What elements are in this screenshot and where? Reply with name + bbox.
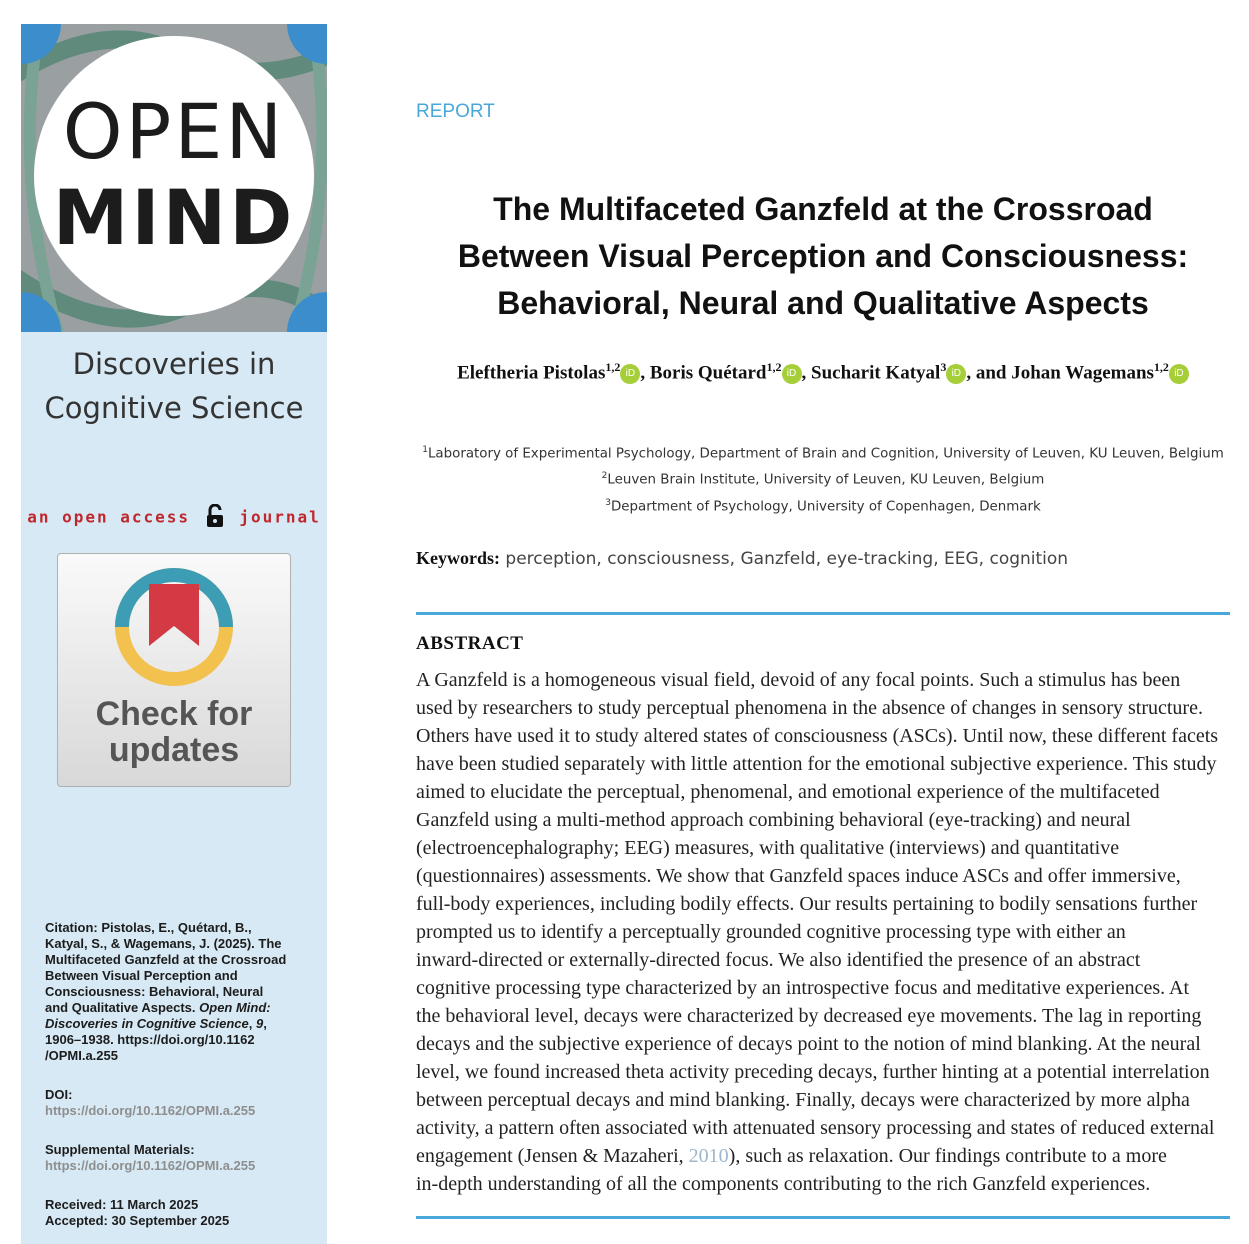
orcid-icon[interactable]: iD bbox=[782, 364, 802, 384]
author-affiliation-number: 1,2 bbox=[1153, 360, 1169, 374]
abstract-body bbox=[416, 666, 1232, 1198]
orcid-icon[interactable]: iD bbox=[620, 364, 640, 384]
affiliation-text: Laboratory of Experimental Psychology, Department of Brain and Cognition, University of Leuven, KU Leuven, Belgium bbox=[427, 446, 1224, 462]
article-title-line: Between Visual Perception and Consciousness: bbox=[457, 238, 1189, 274]
abstract-line: (questionnaires) assessments. We show that Ganzfeld spaces induce ASCs and offer immersive, bbox=[416, 865, 1181, 887]
citation-line: Between Visual Perception and bbox=[45, 968, 238, 983]
abstract-text: ), such as relaxation. Our findings contribute to a more bbox=[728, 1145, 1167, 1167]
divider-bottom bbox=[416, 1216, 1230, 1219]
affiliation-text: Leuven Brain Institute, University of Leuven, KU Leuven, Belgium bbox=[607, 472, 1045, 488]
abstract-line: level, we found increased theta activity preceding decays, further hinting at a potential interrelation bbox=[416, 1061, 1210, 1083]
article-title-line: The Multifaceted Ganzfeld at the Crossroad bbox=[493, 191, 1153, 227]
journal-text: journal bbox=[239, 507, 321, 527]
abstract-line: inward-directed or externally-directed focus. We also identified the presence of an abstract bbox=[416, 949, 1141, 971]
abstract-text: engagement (Jensen & Mazaheri, bbox=[416, 1145, 689, 1167]
abstract-line: used by researchers to study perceptual phenomena in the absence of changes in sensory structure. bbox=[416, 697, 1203, 719]
check-for-updates-line1: Check for bbox=[95, 695, 253, 733]
abstract-line: A Ganzfeld is a homogeneous visual field, devoid of any focal points. Such a stimulus has been bbox=[416, 669, 1181, 691]
divider-top bbox=[416, 612, 1230, 615]
open-access-line bbox=[21, 504, 327, 532]
abstract-line: the behavioral level, decays were characterized by decreased eye movements. The lag in reporting bbox=[416, 1005, 1202, 1027]
article-title bbox=[416, 186, 1230, 327]
author-affiliation-number: 1,2 bbox=[605, 360, 621, 374]
author-name: Johan Wagemans bbox=[1011, 362, 1154, 384]
keywords-text: perception, consciousness, Ganzfeld, eye-tracking, EEG, cognition bbox=[505, 549, 1069, 569]
open-lock-icon bbox=[206, 504, 224, 532]
check-for-updates-line2: updates bbox=[108, 731, 240, 769]
citation-text: , bbox=[263, 1016, 267, 1031]
author-list bbox=[416, 360, 1230, 384]
logo-word-mind: MIND bbox=[52, 173, 296, 262]
author-affiliation-number: 3 bbox=[940, 360, 947, 374]
keywords-label: Keywords: bbox=[416, 548, 500, 568]
citation-line bbox=[45, 1016, 315, 1032]
journal-subtitle-line2: Cognitive Science bbox=[44, 391, 304, 425]
section-label: REPORT bbox=[416, 101, 495, 122]
check-for-updates-button[interactable] bbox=[57, 553, 291, 787]
citation-line: /OPMI.a.255 bbox=[45, 1048, 118, 1063]
affiliation-line bbox=[416, 465, 1230, 491]
orcid-icon[interactable]: iD bbox=[946, 364, 966, 384]
abstract-line: decays and the subjective experience of decays point to the notion of mind blanking. At the neural bbox=[416, 1033, 1201, 1055]
affiliation-line bbox=[416, 492, 1230, 518]
open-access-text: an open access bbox=[27, 507, 191, 527]
affiliation-number: 3 bbox=[605, 497, 611, 508]
abstract-line: aimed to elucidate the perceptual, phenomenal, and emotional experience of the multifaceted bbox=[416, 781, 1160, 803]
abstract-line: prompted us to identify a perceptually grounded cognitive processing type with either an bbox=[416, 921, 1126, 943]
citation-journal: Discoveries in Cognitive Science bbox=[45, 1016, 249, 1031]
received-date: Received: 11 March 2025 bbox=[45, 1197, 199, 1212]
citation-year-link[interactable]: 2010 bbox=[688, 1145, 729, 1167]
author-separator: , bbox=[801, 362, 811, 384]
affiliation-line bbox=[416, 439, 1230, 465]
affiliation-text: Department of Psychology, University of Copenhagen, Denmark bbox=[610, 499, 1041, 515]
citation-block bbox=[45, 920, 315, 1064]
author-name: Boris Quétard bbox=[649, 362, 767, 384]
citation-line bbox=[45, 1000, 315, 1016]
logo-word-open: OPEN bbox=[62, 87, 286, 176]
abstract-line: have been studied separately with little attention for the emotional subjective experience. This study bbox=[416, 753, 1217, 775]
journal-subtitle bbox=[21, 342, 327, 430]
doi-link[interactable]: https://doi.org/10.1162/OPMI.a.255 bbox=[45, 1103, 256, 1118]
doi-label: DOI: bbox=[45, 1087, 73, 1102]
author-separator: , bbox=[640, 362, 650, 384]
author-name: Sucharit Katyal bbox=[811, 362, 941, 384]
abstract-line: cognitive processing type characterized by an introspective focus and meditative experiences. At bbox=[416, 977, 1190, 999]
supplemental-link[interactable]: https://doi.org/10.1162/OPMI.a.255 bbox=[45, 1158, 256, 1173]
doi-block bbox=[45, 1087, 315, 1119]
crossmark-icon bbox=[113, 566, 235, 688]
keywords-line bbox=[416, 548, 1230, 569]
affiliation-number: 1 bbox=[422, 445, 428, 455]
dates-block bbox=[45, 1197, 315, 1229]
journal-logo bbox=[21, 24, 327, 332]
abstract-line: Ganzfeld using a multi-method approach combining behavioral (eye-tracking) and neural bbox=[416, 809, 1131, 831]
abstract-line: activity, a pattern often associated with attenuated sensory processing and states of reduced external bbox=[416, 1117, 1215, 1139]
citation-line: Consciousness: Behavioral, Neural bbox=[45, 984, 264, 999]
abstract-heading: ABSTRACT bbox=[416, 633, 524, 654]
supplemental-label: Supplemental Materials: bbox=[45, 1142, 195, 1157]
abstract-line: in-depth understanding of all the components contributing to the rich Ganzfeld experiences. bbox=[416, 1173, 1151, 1195]
citation-line: Multifaceted Ganzfeld at the Crossroad bbox=[45, 952, 287, 967]
abstract-line: Others have used it to study altered states of consciousness (ASCs). Until now, these different facets bbox=[416, 725, 1219, 747]
abstract-line: (electroencephalography; EEG) measures, with qualitative (interviews) and quantitative bbox=[416, 837, 1120, 859]
abstract-line bbox=[416, 1142, 1232, 1170]
accepted-date: Accepted: 30 September 2025 bbox=[45, 1213, 230, 1228]
author-name: Eleftheria Pistolas bbox=[457, 362, 606, 384]
citation-line: Katyal, S., & Wagemans, J. (2025). The bbox=[45, 936, 282, 951]
check-for-updates-label bbox=[58, 696, 290, 768]
affiliation-number: 2 bbox=[601, 471, 608, 482]
citation-journal: Open Mind: bbox=[199, 1000, 271, 1015]
article-title-line: Behavioral, Neural and Qualitative Aspects bbox=[497, 285, 1149, 321]
author-separator: , and bbox=[966, 362, 1012, 384]
citation-line: 1906–1938. https://doi.org/10.1162 bbox=[45, 1032, 255, 1047]
citation-line: Citation: Pistolas, E., Quétard, B., bbox=[45, 920, 252, 935]
abstract-line: full-body experiences, including bodily effects. Our results pertaining to bodily sensations further bbox=[416, 893, 1198, 915]
abstract-line: between perceptual decays and mind blanking. Finally, decays were characterized by more alpha bbox=[416, 1089, 1190, 1111]
citation-text: , bbox=[248, 1016, 256, 1031]
orcid-icon[interactable]: iD bbox=[1169, 364, 1189, 384]
citation-volume: 9 bbox=[255, 1016, 264, 1031]
journal-sidebar bbox=[21, 24, 327, 1244]
supplemental-block bbox=[45, 1142, 315, 1174]
author-affiliation-number: 1,2 bbox=[766, 360, 782, 374]
journal-subtitle-line1: Discoveries in bbox=[72, 347, 276, 381]
citation-text: and Qualitative Aspects. bbox=[45, 1000, 196, 1015]
affiliations bbox=[416, 439, 1230, 518]
